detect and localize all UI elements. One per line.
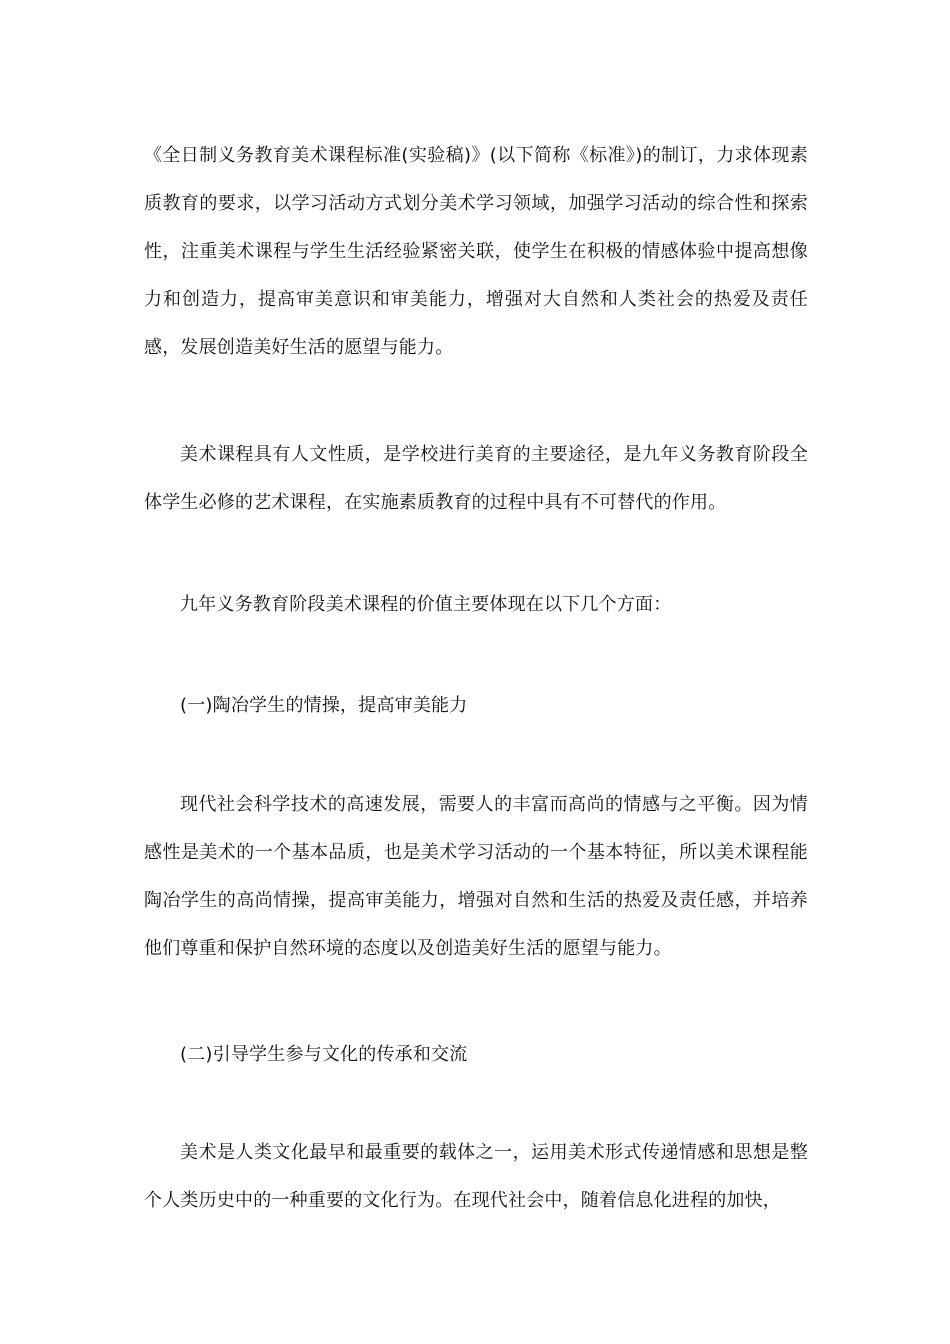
section-heading-1: (一)陶冶学生的情操，提高审美能力 [180, 695, 468, 716]
paragraph-section-2: 美术是人类文化最早和最重要的载体之一，运用美术形式传递情感和思想是整个人类历史中的一种重要的文化行为。在现代社会中，随着信息化进程的加快， [144, 1142, 808, 1211]
paragraph-values-intro: 九年义务教育阶段美术课程的价值主要体现在以下几个方面： [180, 594, 672, 615]
paragraph-intro: 《全日制义务教育美术课程标准(实验稿)》(以下简称《标准》)的制订，力求体现素质教育的要求，以学习活动方式划分美术学习领域，加强学习活动的综合性和探索性，注重美术课程与学生生活经验紧密关联，使学生在积极的情感体验中提高想像力和创造力，提高审美意识和审美能力，增强对大自然和人类社会的热爱及责任感，发展创造美好生活的愿望与能力。 [144, 145, 808, 358]
paragraph-section-1: 现代社会科学技术的高速发展，需要人的丰富而高尚的情感与之平衡。因为情感性是美术的一个基本品质，也是美术学习活动的一个基本特征，所以美术课程能陶冶学生的高尚情操，提高审美能力，增强对自然和生活的热爱及责任感，并培养他们尊重和保护自然环境的态度以及创造美好生活的愿望与能力。 [144, 794, 808, 959]
paragraph-nature: 美术课程具有人文性质，是学校进行美育的主要途径，是九年义务教育阶段全体学生必修的艺术课程，在实施素质教育的过程中具有不可替代的作用。 [144, 444, 808, 513]
section-heading-2: (二)引导学生参与文化的传承和交流 [180, 1044, 468, 1065]
